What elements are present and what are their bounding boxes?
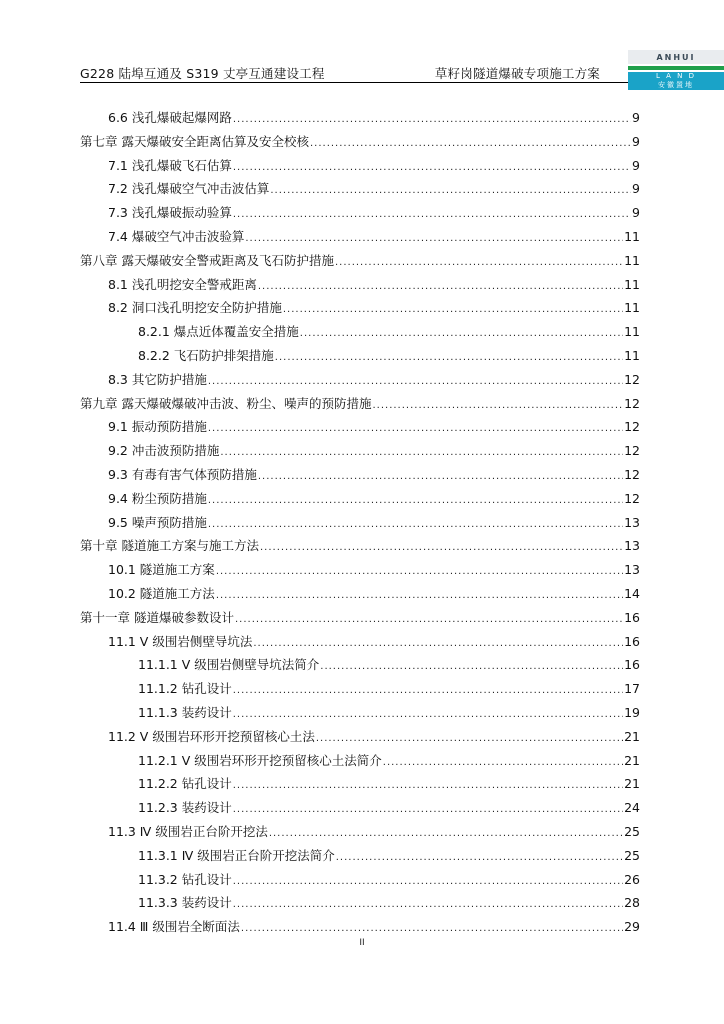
toc-entry-page: 21 [624,776,640,792]
toc-dot-leader [208,519,623,530]
toc-entry[interactable] [80,132,640,156]
toc-entry-title: 第十一章 隧道爆破参数设计 [80,609,234,625]
toc-entry-page: 13 [624,538,640,554]
toc-entry-page: 11 [624,276,640,292]
toc-dot-leader [216,566,623,577]
toc-entry-title: 11.2.2 钻孔设计 [138,776,232,792]
toc-entry-page: 25 [624,847,640,863]
toc-entry-page: 12 [624,443,640,459]
toc-dot-leader [372,400,623,411]
toc-entry-page: 9 [632,205,640,221]
toc-entry-title: 9.4 粉尘预防措施 [108,490,207,506]
toc-entry[interactable] [80,679,640,703]
toc-entry[interactable] [80,370,640,394]
toc-entry[interactable] [80,560,640,584]
toc-entry-page: 29 [624,919,640,935]
toc-entry[interactable] [80,227,640,251]
toc-entry-title: 11.3 Ⅳ 级围岩正台阶开挖法 [108,823,268,839]
toc-dot-leader [383,757,623,768]
toc-entry-title: 8.1 浅孔明挖安全警戒距离 [108,276,257,292]
toc-entry-title: 11.2.1 V 级围岩环形开挖预留核心土法简介 [138,752,382,768]
toc-dot-leader [233,114,631,125]
toc-dot-leader [233,709,623,720]
header-document-title: 草籽岗隧道爆破专项施工方案 [434,66,600,81]
toc-entry-title: 8.2 洞口浅孔明挖安全防护措施 [108,300,282,316]
toc-entry[interactable] [80,275,640,299]
toc-entry-title: 9.3 有毒有害气体预防措施 [108,466,257,482]
toc-entry[interactable] [80,489,640,513]
toc-dot-leader [258,471,623,482]
toc-entry-page: 11 [624,324,640,340]
toc-entry-page: 12 [624,466,640,482]
toc-entry[interactable] [80,846,640,870]
toc-entry-page: 11 [624,252,640,268]
toc-entry-page: 11 [624,228,640,244]
toc-entry-title: 第九章 露天爆破爆破冲击波、粉尘、噪声的预防措施 [80,395,372,411]
toc-entry-title: 9.5 噪声预防措施 [108,514,207,530]
toc-dot-leader [275,352,623,363]
toc-entry[interactable] [80,608,640,632]
toc-dot-leader [220,447,623,458]
toc-entry-page: 11 [624,300,640,316]
header-project-title: G228 陆埠互通及 S319 丈亭互通建设工程 [80,66,325,81]
toc-entry-page: 14 [624,585,640,601]
toc-dot-leader [235,614,623,625]
toc-entry-page: 9 [632,133,640,149]
toc-entry-title: 11.1.3 装药设计 [138,704,232,720]
toc-dot-leader [233,899,623,910]
toc-entry[interactable] [80,751,640,775]
toc-entry-title: 9.1 振动预防措施 [108,419,207,435]
toc-entry[interactable] [80,774,640,798]
company-logo [628,50,724,90]
toc-dot-leader [300,328,623,339]
toc-entry-title: 7.2 浅孔爆破空气冲击波估算 [108,181,270,197]
toc-entry-page: 9 [632,110,640,125]
toc-entry[interactable] [80,441,640,465]
toc-entry-title: 9.2 冲击波预防措施 [108,443,220,459]
toc-entry-title: 7.4 爆破空气冲击波验算 [108,228,245,244]
toc-entry[interactable] [80,417,640,441]
toc-dot-leader [260,542,623,553]
toc-entry[interactable] [80,513,640,537]
toc-dot-leader [233,876,623,887]
toc-dot-leader [233,162,631,173]
toc-entry-page: 26 [624,871,640,887]
table-of-contents [80,108,640,941]
toc-entry-page: 16 [624,657,640,673]
toc-entry[interactable] [80,703,640,727]
logo-top-band [628,50,724,64]
toc-entry-title: 第十章 隧道施工方案与施工方法 [80,538,259,554]
toc-entry-title: 11.2.3 装药设计 [138,800,232,816]
toc-entry-page: 13 [624,514,640,530]
toc-dot-leader [233,209,631,220]
toc-entry-page: 28 [624,895,640,911]
toc-entry-title: 7.1 浅孔爆破飞石估算 [108,157,232,173]
toc-entry[interactable] [80,822,640,846]
toc-dot-leader [216,590,623,601]
toc-entry-title: 第八章 露天爆破安全警戒距离及飞石防护措施 [80,252,334,268]
logo-blue-band [628,72,724,90]
toc-entry-page: 9 [632,157,640,173]
toc-entry-page: 25 [624,823,640,839]
toc-entry[interactable] [80,536,640,560]
toc-dot-leader [270,185,631,196]
toc-entry[interactable] [80,870,640,894]
toc-dot-leader [208,376,623,387]
logo-chinese-text: 安徽置地 [658,81,694,89]
toc-dot-leader [245,233,623,244]
toc-dot-leader [336,852,623,863]
toc-entry-title: 11.1 V 级围岩侧壁导坑法 [108,633,253,649]
toc-dot-leader [283,304,623,315]
page-number: II [359,938,365,948]
toc-entry[interactable] [80,798,640,822]
logo-land-text: L A N D [656,72,696,80]
toc-entry[interactable] [80,655,640,679]
toc-entry-page: 12 [624,395,640,411]
logo-anhui-text: ANHUI [656,52,696,62]
toc-entry-page: 13 [624,562,640,578]
toc-entry-title: 11.1.2 钻孔设计 [138,681,232,697]
toc-entry-page: 21 [624,752,640,768]
toc-entry-title: 11.3.3 装药设计 [138,895,232,911]
toc-entry-page: 24 [624,800,640,816]
toc-entry-page: 16 [624,609,640,625]
toc-entry-title: 11.4 Ⅲ 级围岩全断面法 [108,919,240,935]
logo-green-stripe [628,66,724,70]
toc-dot-leader [233,780,623,791]
toc-entry-title: 第七章 露天爆破安全距离估算及安全校核 [80,133,309,149]
toc-dot-leader [208,495,623,506]
toc-dot-leader [310,138,631,149]
toc-dot-leader [320,661,623,672]
toc-entry-title: 8.2.2 飞石防护排架措施 [138,347,274,363]
toc-entry-title: 11.3.1 Ⅳ 级围岩正台阶开挖法简介 [138,847,335,863]
page-header [80,56,640,82]
toc-entry-title: 8.3 其它防护措施 [108,371,207,387]
toc-entry-title: 11.2 V 级围岩环形开挖预留核心土法 [108,728,315,744]
toc-entry[interactable] [80,108,640,132]
toc-entry[interactable] [80,893,640,917]
toc-dot-leader [269,828,623,839]
toc-dot-leader [316,733,623,744]
toc-entry-title: 8.2.1 爆点近体覆盖安全措施 [138,324,299,340]
toc-entry[interactable] [80,465,640,489]
toc-entry-page: 19 [624,704,640,720]
toc-entry-page: 21 [624,728,640,744]
toc-entry-title: 10.1 隧道施工方案 [108,562,215,578]
toc-dot-leader [233,804,623,815]
header-divider [80,82,628,83]
toc-entry[interactable] [80,203,640,227]
toc-entry[interactable] [80,298,640,322]
toc-entry-title: 6.6 浅孔爆破起爆网路 [108,110,232,125]
toc-entry-title: 10.2 隧道施工方法 [108,585,215,601]
toc-entry[interactable] [80,394,640,418]
toc-dot-leader [335,257,623,268]
toc-entry-page: 17 [624,681,640,697]
toc-entry[interactable] [80,727,640,751]
toc-dot-leader [241,923,623,934]
toc-entry-title: 11.1.1 V 级围岩侧壁导坑法简介 [138,657,320,673]
toc-dot-leader [258,281,623,292]
toc-entry-page: 11 [624,347,640,363]
toc-dot-leader [253,638,623,649]
toc-entry[interactable] [80,584,640,608]
toc-dot-leader [208,423,623,434]
toc-entry[interactable] [80,632,640,656]
toc-entry[interactable] [80,346,640,370]
toc-entry-page: 16 [624,633,640,649]
toc-entry-title: 11.3.2 钻孔设计 [138,871,232,887]
toc-entry-page: 12 [624,490,640,506]
toc-entry-page: 12 [624,419,640,435]
toc-entry-page: 9 [632,181,640,197]
toc-entry-page: 12 [624,371,640,387]
toc-entry[interactable] [80,156,640,180]
toc-entry[interactable] [80,322,640,346]
toc-entry[interactable] [80,179,640,203]
toc-entry-title: 7.3 浅孔爆破振动验算 [108,205,232,221]
toc-entry[interactable] [80,251,640,275]
toc-dot-leader [233,685,623,696]
